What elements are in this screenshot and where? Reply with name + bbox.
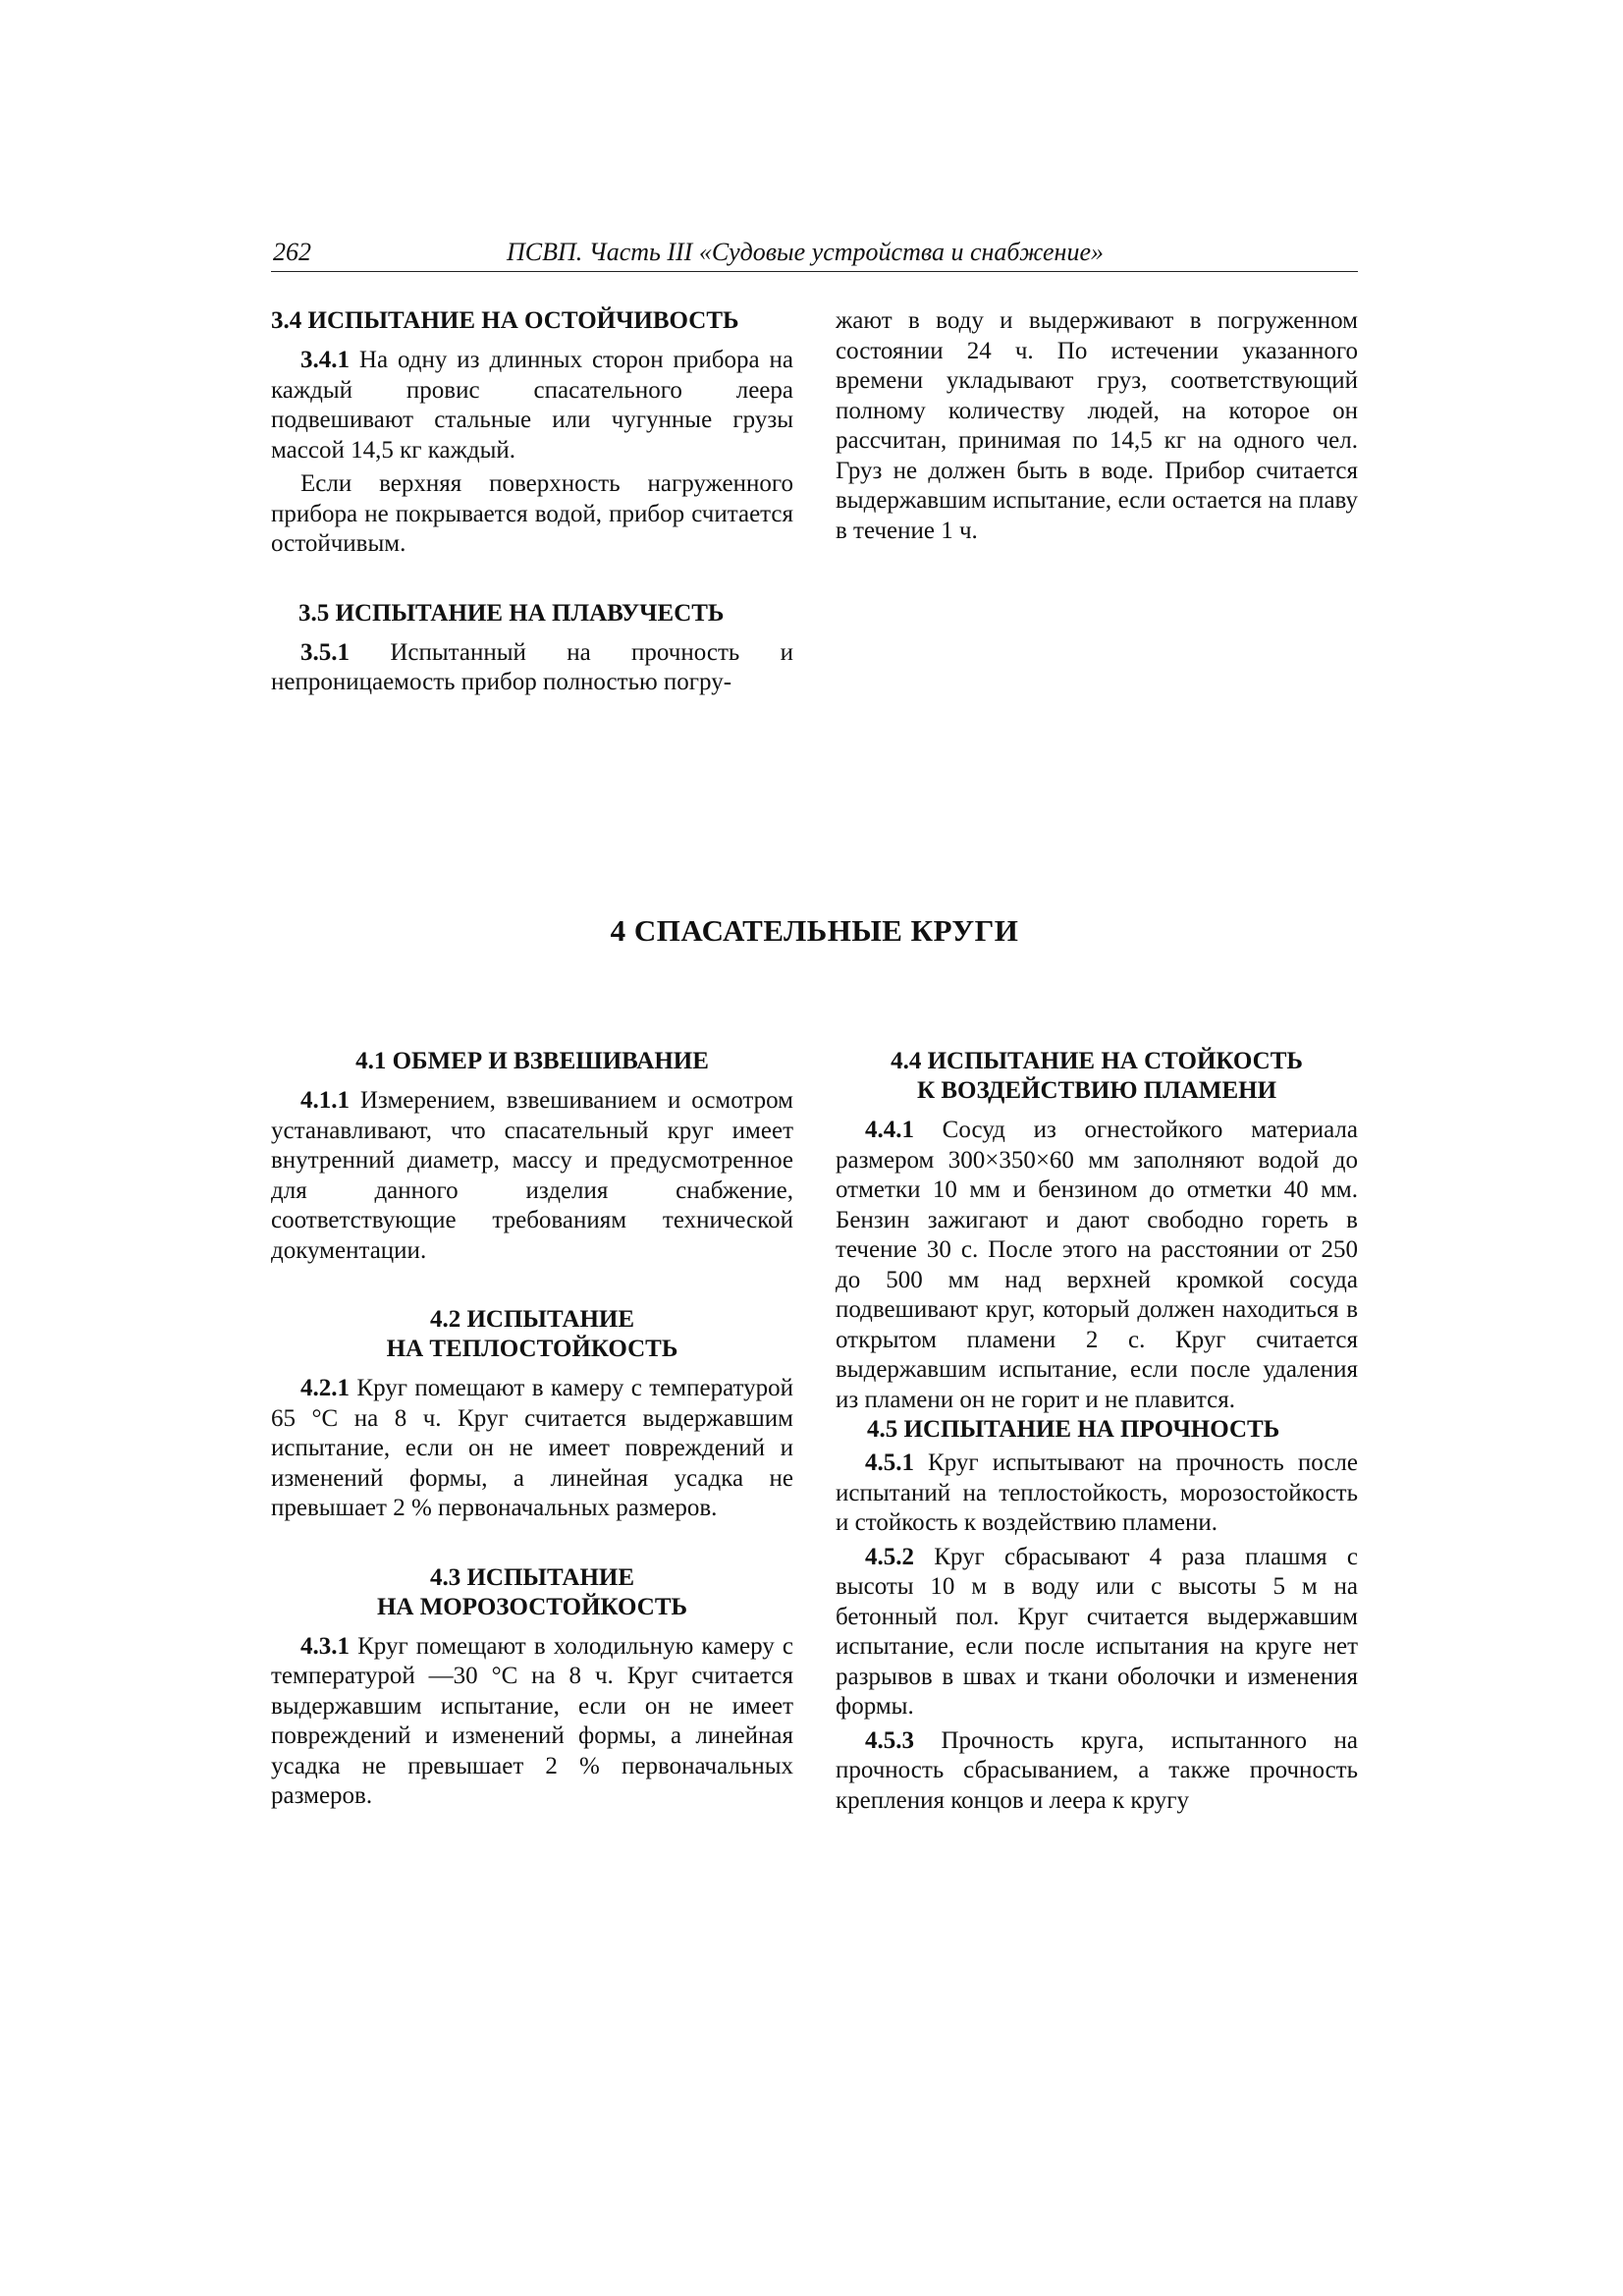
paragraph-4-5-1: 4.5.1 Круг испытывают на прочность после испытаний на теплостойкость, морозостойкость и стойкость к воздействию пламени. — [836, 1449, 1358, 1536]
clause-number: 3.5.1 — [300, 638, 350, 666]
page-number: 262 — [273, 238, 311, 266]
paragraph-4-3-1: 4.3.1 Круг помещают в холодильную камеру с температурой —30 °С на 8 ч. Круг считается выдержавшим испытание, если он не имеет повреждений и изменений формы, а линейная усадка не превышает 2 % первоначальных размеров. — [271, 1632, 793, 1809]
chapter-title: 4 СПАСАТЕЛЬНЫЕ КРУГИ — [610, 913, 1019, 948]
lower-right-column — [836, 1047, 1358, 1816]
paragraph-4-5-3: 4.5.3 Прочность круга, испытанного на прочность сбрасыванием, а также прочность крепления концов и леера к кругу — [836, 1726, 1358, 1814]
lower-left-column — [271, 1047, 793, 1812]
paragraph-4-5-2: 4.5.2 Круг сбрасывают 4 раза плашмя с высоты 10 м в воду или с высоты 5 м на бетонный пол. Круг считается выдержавшим испытание, если после испытания на круге нет разрывов в швах и ткани оболочки и изменения формы. — [836, 1543, 1358, 1720]
section-4-4-heading: 4.4 ИСПЫТАНИЕ НА СТОЙКОСТЬ К ВОЗДЕЙСТВИЮ ПЛАМЕНИ — [891, 1048, 1303, 1104]
paragraph-4-1-1: 4.1.1 Измерением, взвешиванием и осмотром устанавливают, что спасательный круг имеет внутренний диаметр, массу и предусмотренное для данного изделия снабжение, соответствующие требованиям технической документации. — [271, 1087, 793, 1264]
clause-number: 4.4.1 — [865, 1117, 914, 1143]
paragraph-3-4-1: 3.4.1 На одну из длинных сторон прибора на каждый провис спасательного леера подвешивают стальные или чугунные грузы массой 14,5 кг каждый. — [271, 347, 793, 464]
section-3-4-heading: 3.4 ИСПЫТАНИЕ НА ОСТОЙЧИВОСТЬ — [271, 307, 739, 334]
section-3-5-heading: 3.5 ИСПЫТАНИЕ НА ПЛАВУЧЕСТЬ — [298, 599, 725, 627]
paragraph-4-4-1: 4.4.1 Сосуд из огнестойкого материала размером 300×350×60 мм заполняют водой до отметки 10 мм и бензином до отметки 40 мм. Бензин зажигают и дают свободно гореть в течение 30 с. После этого на расстоянии от 250 до 500 мм над верхней кромкой сосуда подвешивают круг, который должен находиться в открытом пламени 2 с. Круг считается выдержавшим испытание, если после удаления из пламени он не горит и не плавится. — [836, 1117, 1358, 1413]
running-header — [271, 236, 1358, 272]
clause-number: 4.2.1 — [300, 1375, 350, 1401]
clause-number: 4.5.3 — [865, 1726, 914, 1754]
paragraph-3-5-1-part2: жают в воду и выдерживают в погруженном состоянии 24 ч. По истечении указанного времени укладывают груз, соответствующий полному количеству людей, на которое он рассчитан, принимая по 14,5 кг на одного чел. Груз не должен быть в воде. Прибор считается выдержавшим испытание, если остается на плаву в течение 1 ч. — [836, 307, 1358, 544]
paragraph-4-2-1: 4.2.1 Круг помещают в камеру с температурой 65 °С на 8 ч. Круг считается выдержавшим испытание, если он не имеет повреждений и изменений формы, а линейная усадка не превышает 2 % первоначальных размеров. — [271, 1375, 793, 1521]
clause-number: 3.4.1 — [300, 347, 350, 373]
paragraph-3-4-2: Если верхняя поверхность нагруженного прибора не покрывается водой, прибор считается остойчивым. — [271, 470, 793, 557]
section-4-5-heading: 4.5 ИСПЫТАНИЕ НА ПРОЧНОСТЬ — [867, 1416, 1280, 1443]
paragraph-3-5-1-part1: 3.5.1 Испытанный на прочность и непроницаемость прибор полностью погру- — [271, 638, 793, 695]
running-title: ПСВП. Часть III «Судовые устройства и снабжение» — [507, 238, 1104, 266]
clause-number: 4.5.1 — [865, 1449, 914, 1476]
clause-number: 4.1.1 — [300, 1087, 350, 1114]
upper-right-column — [836, 306, 1358, 546]
upper-left-column — [271, 306, 793, 698]
clause-number: 4.3.1 — [300, 1632, 350, 1660]
section-4-3-heading: 4.3 ИСПЫТАНИЕ НА МОРОЗОСТОЙКОСТЬ — [376, 1563, 688, 1620]
section-4-2-heading: 4.2 ИСПЫТАНИЕ НА ТЕПЛОСТОЙКОСТЬ — [386, 1306, 678, 1362]
clause-number: 4.5.2 — [865, 1543, 914, 1570]
section-4-1-heading: 4.1 ОБМЕР И ВЗВЕШИВАНИЕ — [355, 1048, 709, 1074]
